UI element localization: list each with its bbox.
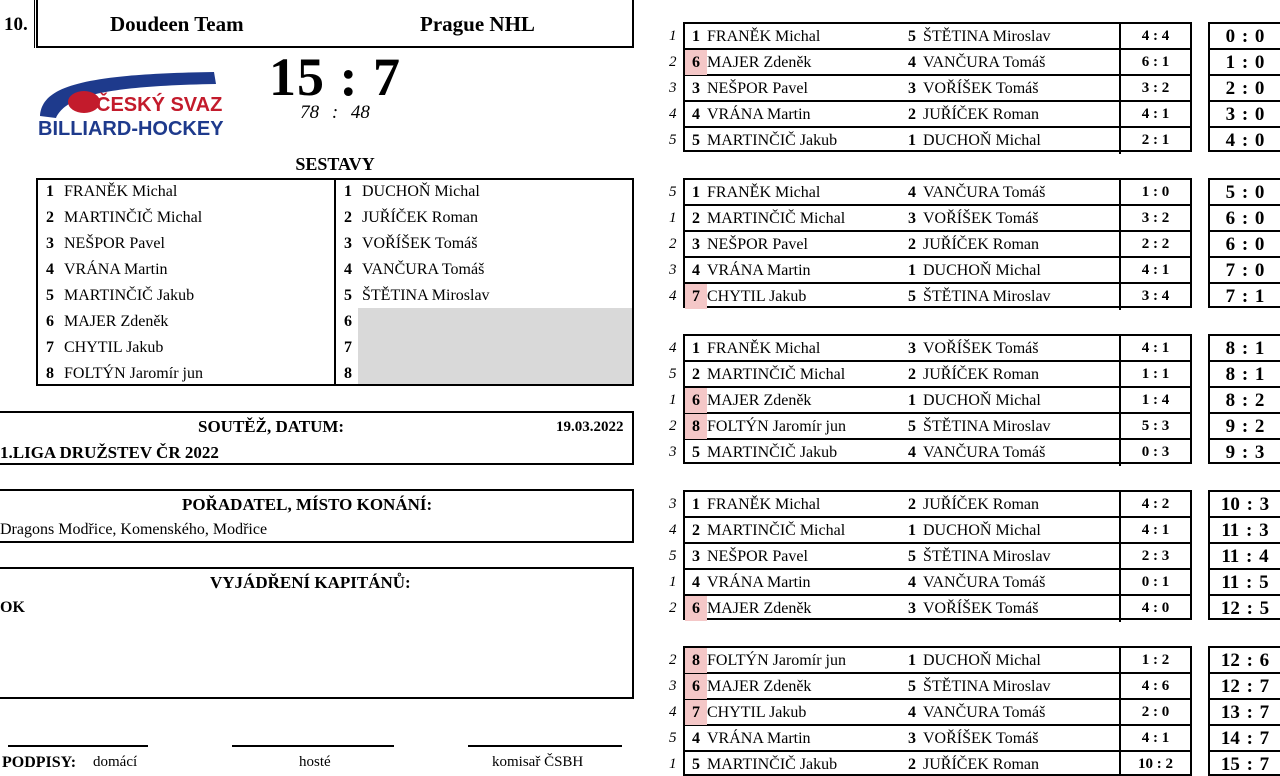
match-row <box>669 232 1190 258</box>
match-home-player: MARTINČIČ Jakub <box>707 444 838 461</box>
lineup-away-name: JUŘÍČEK Roman <box>362 209 478 226</box>
match-result: 3 : 2 <box>1119 76 1190 102</box>
running-score: 0 : 0 <box>1210 24 1280 50</box>
lineup-home-player <box>46 361 203 387</box>
match-away-number: 1 <box>908 132 916 149</box>
logo-text-line2: BILLIARD-HOCKEY <box>38 118 224 140</box>
match-result: 4 : 1 <box>1119 258 1190 284</box>
match-table-index: 3 <box>669 678 677 694</box>
match-result: 2 : 0 <box>1119 700 1190 726</box>
match-home-number: 5 <box>692 444 700 461</box>
lineup-home-number: 4 <box>46 261 54 278</box>
lineups-title: SESTAVY <box>295 154 375 174</box>
match-away-player: VANČURA Tomáš <box>923 574 1046 591</box>
match-home-number: 1 <box>692 496 700 513</box>
match-result: 2 : 2 <box>1119 232 1190 258</box>
captains-statement: OK <box>0 599 25 616</box>
lineup-away-player <box>344 231 477 257</box>
match-away-number: 3 <box>908 80 916 97</box>
match-block <box>669 646 1192 776</box>
match-result: 4 : 2 <box>1119 492 1190 518</box>
match-away-player: ŠTĚTINA Miroslav <box>923 548 1051 565</box>
running-score: 15 : 7 <box>1220 754 1270 775</box>
lineup-away-number: 7 <box>344 339 352 356</box>
match-row <box>669 362 1190 388</box>
match-block <box>669 178 1192 308</box>
captains-title: VYJÁDŘENÍ KAPITÁNŮ: <box>210 573 411 592</box>
match-home-player: VRÁNA Martin <box>707 730 811 747</box>
match-away-number: 1 <box>908 262 916 279</box>
match-away-number: 5 <box>908 288 916 305</box>
match-home-number: 4 <box>692 262 700 279</box>
match-table-index: 1 <box>669 574 677 590</box>
match-result: 4 : 1 <box>1119 336 1190 362</box>
lineup-away-number: 4 <box>344 261 352 278</box>
match-row <box>669 336 1190 362</box>
running-score-block <box>1208 334 1280 464</box>
match-home-player: MARTINČIČ Michal <box>707 210 846 227</box>
match-home-player: FRANĚK Michal <box>707 184 821 201</box>
match-table-index: 4 <box>669 704 677 720</box>
signature-commissioner-label: komisař ČSBH <box>492 754 584 770</box>
match-home-number: 4 <box>692 730 700 747</box>
match-row <box>669 544 1190 570</box>
lineup-away-name: ŠTĚTINA Miroslav <box>362 287 490 304</box>
match-home-number: 1 <box>692 184 700 201</box>
match-table-index: 5 <box>669 548 677 564</box>
lineup-home-number: 7 <box>46 339 54 356</box>
match-result: 3 : 4 <box>1119 284 1190 310</box>
match-home-player: FRANĚK Michal <box>707 340 821 357</box>
match-away-player: DUCHOŇ Michal <box>923 262 1041 279</box>
match-result: 0 : 3 <box>1119 440 1190 466</box>
lineup-away-number: 5 <box>344 287 352 304</box>
lineup-home-number: 3 <box>46 235 54 252</box>
match-result: 3 : 2 <box>1119 206 1190 232</box>
match-home-player: MARTINČIČ Michal <box>707 522 846 539</box>
lineup-away-name: VOŘÍŠEK Tomáš <box>362 235 478 252</box>
match-table-index: 2 <box>669 54 677 70</box>
signatures-label: PODPISY: <box>2 754 77 771</box>
match-home-player: FOLTÝN Jaromír jun <box>707 418 846 435</box>
lineup-home-player <box>46 283 194 309</box>
match-result: 1 : 4 <box>1119 388 1190 414</box>
match-result: 4 : 1 <box>1119 518 1190 544</box>
match-result: 1 : 0 <box>1119 180 1190 206</box>
match-home-player: CHYTIL Jakub <box>707 288 807 305</box>
match-away-number: 5 <box>908 28 916 45</box>
match-table-index: 2 <box>669 418 677 434</box>
match-row <box>669 24 1190 50</box>
running-score: 5 : 0 <box>1210 180 1280 206</box>
match-result: 2 : 1 <box>1119 128 1190 154</box>
lineup-away-player <box>344 335 362 361</box>
lineup-home-player <box>46 179 177 205</box>
match-block <box>669 22 1192 152</box>
match-row <box>669 570 1190 596</box>
match-away-player: DUCHOŇ Michal <box>923 652 1041 669</box>
lineup-home-name: VRÁNA Martin <box>64 261 168 278</box>
organizer-place: Dragons Modřice, Komenského, Modřice <box>0 521 268 538</box>
match-row <box>669 700 1190 726</box>
match-away-player: JUŘÍČEK Roman <box>923 236 1039 253</box>
match-home-number: 7 <box>685 284 707 309</box>
running-score-block <box>1208 178 1280 308</box>
match-row <box>669 726 1190 752</box>
running-score: 9 : 2 <box>1210 414 1280 440</box>
match-home-player: MAJER Zdeněk <box>707 392 812 409</box>
match-row <box>669 648 1190 674</box>
running-score: 10 : 3 <box>1210 492 1280 518</box>
match-home-player: MAJER Zdeněk <box>707 54 812 71</box>
match-row <box>669 206 1190 232</box>
running-score: 1 : 0 <box>1210 50 1280 76</box>
match-away-number: 5 <box>908 678 916 695</box>
running-score: 14 : 7 <box>1210 726 1280 752</box>
match-away-player: JUŘÍČEK Roman <box>923 496 1039 513</box>
running-score: 11 : 5 <box>1210 570 1280 596</box>
match-result: 4 : 0 <box>1119 596 1190 622</box>
match-home-player: NEŠPOR Pavel <box>707 548 808 565</box>
match-home-number: 6 <box>685 674 707 699</box>
match-block <box>669 490 1192 620</box>
match-away-player: DUCHOŇ Michal <box>923 522 1041 539</box>
match-table-index: 1 <box>669 28 677 44</box>
lineup-home-player <box>46 205 202 231</box>
match-row <box>669 258 1190 284</box>
match-home-number: 3 <box>692 548 700 565</box>
lineup-away-player <box>344 283 490 309</box>
match-away-player: ŠTĚTINA Miroslav <box>923 288 1051 305</box>
match-away-number: 3 <box>908 210 916 227</box>
match-away-number: 1 <box>908 652 916 669</box>
lineup-home-name: MARTINČIČ Michal <box>64 209 203 226</box>
match-table-index: 3 <box>669 496 677 512</box>
lineup-away-number: 1 <box>344 183 352 200</box>
running-score: 6 : 0 <box>1210 232 1280 258</box>
match-table-index: 1 <box>669 756 677 772</box>
match-home-number: 1 <box>692 340 700 357</box>
running-score: 12 : 6 <box>1210 648 1280 674</box>
running-score: 3 : 0 <box>1210 102 1280 128</box>
lineup-away-player <box>344 257 484 283</box>
match-away-number: 2 <box>908 756 916 773</box>
match-row <box>669 414 1190 440</box>
signature-away-label: hosté <box>299 754 331 770</box>
match-away-player: DUCHOŇ Michal <box>923 392 1041 409</box>
match-home-player: MAJER Zdeněk <box>707 678 812 695</box>
match-away-player: VANČURA Tomáš <box>923 54 1046 71</box>
lineup-empty-cells <box>358 308 632 384</box>
match-home-number: 8 <box>685 414 707 439</box>
match-away-player: VANČURA Tomáš <box>923 444 1046 461</box>
match-home-player: FRANĚK Michal <box>707 496 821 513</box>
lineup-home-name: NEŠPOR Pavel <box>64 235 165 252</box>
running-score-block <box>1208 22 1280 152</box>
match-away-number: 2 <box>908 366 916 383</box>
match-table-index: 5 <box>669 184 677 200</box>
match-away-player: JUŘÍČEK Roman <box>923 106 1039 123</box>
running-score: 2 : 0 <box>1210 76 1280 102</box>
running-score: 8 : 1 <box>1210 336 1280 362</box>
organizer-title: POŘADATEL, MÍSTO KONÁNÍ: <box>182 495 433 514</box>
lineup-home-number: 8 <box>46 365 54 382</box>
match-away-number: 5 <box>908 548 916 565</box>
match-table-index: 2 <box>669 236 677 252</box>
match-table-index: 3 <box>669 444 677 460</box>
lineup-home-number: 5 <box>46 287 54 304</box>
running-score: 9 : 3 <box>1225 442 1265 463</box>
lineup-away-number: 3 <box>344 235 352 252</box>
match-away-player: JUŘÍČEK Roman <box>923 366 1039 383</box>
match-away-player: VOŘÍŠEK Tomáš <box>923 600 1039 617</box>
signature-line-home <box>8 745 148 747</box>
round-number: 10. <box>4 14 28 35</box>
lineups-divider <box>334 178 336 386</box>
match-result: 1 : 1 <box>1119 362 1190 388</box>
match-result: 6 : 1 <box>1119 50 1190 76</box>
match-away-player: JUŘÍČEK Roman <box>923 756 1039 773</box>
match-row <box>669 440 1190 466</box>
match-away-number: 4 <box>908 54 916 71</box>
match-row <box>669 50 1190 76</box>
match-row <box>669 752 1190 776</box>
lineup-home-name: FOLTÝN Jaromír jun <box>64 365 203 382</box>
lineup-home-name: MARTINČIČ Jakub <box>64 287 195 304</box>
match-away-number: 4 <box>908 574 916 591</box>
home-team-name: Doudeen Team <box>110 12 244 36</box>
match-row <box>669 76 1190 102</box>
lineup-home-name: FRANĚK Michal <box>64 183 178 200</box>
running-score: 7 : 0 <box>1210 258 1280 284</box>
running-score: 12 : 5 <box>1220 598 1270 619</box>
match-table-index: 1 <box>669 210 677 226</box>
match-home-player: MARTINČIČ Michal <box>707 366 846 383</box>
match-home-number: 6 <box>685 388 707 413</box>
match-away-number: 2 <box>908 496 916 513</box>
match-table-index: 4 <box>669 522 677 538</box>
match-home-number: 5 <box>692 132 700 149</box>
match-result: 4 : 4 <box>1119 24 1190 50</box>
match-row <box>669 102 1190 128</box>
match-home-player: VRÁNA Martin <box>707 574 811 591</box>
match-home-number: 1 <box>692 28 700 45</box>
signature-home-label: domácí <box>93 754 138 770</box>
match-away-player: VOŘÍŠEK Tomáš <box>923 210 1039 227</box>
lineup-home-name: MAJER Zdeněk <box>64 313 169 330</box>
match-row <box>669 518 1190 544</box>
match-result: 2 : 3 <box>1119 544 1190 570</box>
lineup-home-number: 1 <box>46 183 54 200</box>
match-table-index: 4 <box>669 288 677 304</box>
running-score: 6 : 0 <box>1210 206 1280 232</box>
match-result: 4 : 6 <box>1119 674 1190 700</box>
match-result: 0 : 1 <box>1119 570 1190 596</box>
match-row <box>669 596 1190 622</box>
running-score: 7 : 1 <box>1225 286 1265 307</box>
match-home-number: 2 <box>692 366 700 383</box>
match-row <box>669 492 1190 518</box>
match-home-player: MARTINČIČ Jakub <box>707 756 838 773</box>
lineup-away-number: 2 <box>344 209 352 226</box>
logo-text-line1: ČESKÝ SVAZ <box>96 94 223 116</box>
match-row <box>669 674 1190 700</box>
match-away-player: VANČURA Tomáš <box>923 704 1046 721</box>
match-home-player: CHYTIL Jakub <box>707 704 807 721</box>
match-away-number: 3 <box>908 340 916 357</box>
match-home-number: 2 <box>692 210 700 227</box>
match-away-player: VANČURA Tomáš <box>923 184 1046 201</box>
match-home-number: 2 <box>692 522 700 539</box>
lineup-away-name: VANČURA Tomáš <box>362 261 485 278</box>
lineup-home-player <box>46 257 168 283</box>
running-score: 11 : 3 <box>1210 518 1280 544</box>
match-away-number: 4 <box>908 184 916 201</box>
match-table-index: 1 <box>669 392 677 408</box>
lineup-away-player <box>344 205 478 231</box>
match-home-number: 8 <box>685 648 707 673</box>
away-team-name: Prague NHL <box>420 12 535 36</box>
match-result: 10 : 2 <box>1119 752 1190 776</box>
match-home-player: VRÁNA Martin <box>707 262 811 279</box>
running-score: 4 : 0 <box>1225 130 1265 151</box>
match-home-number: 4 <box>692 106 700 123</box>
match-away-number: 3 <box>908 600 916 617</box>
lineup-home-name: CHYTIL Jakub <box>64 339 164 356</box>
match-home-player: MARTINČIČ Jakub <box>707 132 838 149</box>
match-home-player: FRANĚK Michal <box>707 28 821 45</box>
round-divider <box>34 0 35 48</box>
match-table-index: 5 <box>669 366 677 382</box>
lineup-home-number: 2 <box>46 209 54 226</box>
running-score: 13 : 7 <box>1210 700 1280 726</box>
signature-line-commissioner <box>468 745 622 747</box>
lineup-home-player <box>46 335 163 361</box>
running-score-block <box>1208 646 1280 776</box>
competition-date: 19.03.2022 <box>556 419 624 435</box>
running-score: 8 : 2 <box>1210 388 1280 414</box>
match-result: 5 : 3 <box>1119 414 1190 440</box>
lineup-away-number: 8 <box>344 365 352 382</box>
match-result: 4 : 1 <box>1119 102 1190 128</box>
match-home-number: 6 <box>685 596 707 621</box>
match-home-player: NEŠPOR Pavel <box>707 80 808 97</box>
match-home-number: 3 <box>692 80 700 97</box>
match-result: 4 : 1 <box>1119 726 1190 752</box>
match-result: 1 : 2 <box>1119 648 1190 674</box>
match-table-index: 3 <box>669 80 677 96</box>
match-home-number: 6 <box>685 50 707 75</box>
match-away-number: 2 <box>908 236 916 253</box>
competition-title: SOUTĚŽ, DATUM: <box>198 417 345 436</box>
match-home-player: VRÁNA Martin <box>707 106 811 123</box>
lineup-home-number: 6 <box>46 313 54 330</box>
match-away-player: DUCHOŇ Michal <box>923 132 1041 149</box>
match-away-number: 3 <box>908 730 916 747</box>
match-home-player: NEŠPOR Pavel <box>707 236 808 253</box>
running-score: 12 : 7 <box>1210 674 1280 700</box>
lineup-home-player <box>46 309 168 335</box>
match-home-number: 4 <box>692 574 700 591</box>
lineup-home-player <box>46 231 165 257</box>
match-away-player: ŠTĚTINA Miroslav <box>923 678 1051 695</box>
frames-score: 78 : 48 <box>300 102 370 123</box>
match-away-player: VOŘÍŠEK Tomáš <box>923 730 1039 747</box>
match-table-index: 5 <box>669 730 677 746</box>
lineup-away-player <box>344 309 362 335</box>
match-away-player: ŠTĚTINA Miroslav <box>923 418 1051 435</box>
match-away-player: ŠTĚTINA Miroslav <box>923 28 1051 45</box>
organizer-box <box>0 489 634 543</box>
match-home-number: 7 <box>685 700 707 725</box>
competition-box <box>0 411 634 465</box>
lineup-away-player <box>344 179 480 205</box>
running-score: 8 : 1 <box>1210 362 1280 388</box>
match-table-index: 4 <box>669 340 677 356</box>
match-away-number: 5 <box>908 418 916 435</box>
competition-name: 1.LIGA DRUŽSTEV ČR 2022 <box>0 443 219 462</box>
running-score-block <box>1208 490 1280 620</box>
match-table-index: 2 <box>669 652 677 668</box>
captains-box <box>0 567 634 699</box>
match-table-index: 2 <box>669 600 677 616</box>
match-block <box>669 334 1192 464</box>
match-table-index: 5 <box>669 132 677 148</box>
match-table-index: 4 <box>669 106 677 122</box>
match-home-number: 5 <box>692 756 700 773</box>
match-row <box>669 180 1190 206</box>
match-home-player: MAJER Zdeněk <box>707 600 812 617</box>
lineup-away-name: DUCHOŇ Michal <box>362 183 480 200</box>
match-away-number: 1 <box>908 392 916 409</box>
match-row <box>669 128 1190 154</box>
match-away-number: 1 <box>908 522 916 539</box>
match-away-player: VOŘÍŠEK Tomáš <box>923 340 1039 357</box>
match-home-player: FOLTÝN Jaromír jun <box>707 652 846 669</box>
match-row <box>669 388 1190 414</box>
final-score: 15 : 7 <box>269 47 401 107</box>
match-row <box>669 284 1190 310</box>
lineup-away-number: 6 <box>344 313 352 330</box>
match-away-number: 2 <box>908 106 916 123</box>
signature-line-away <box>232 745 394 747</box>
match-table-index: 3 <box>669 262 677 278</box>
match-away-number: 4 <box>908 704 916 721</box>
match-away-number: 4 <box>908 444 916 461</box>
lineup-away-player <box>344 361 362 387</box>
running-score: 11 : 4 <box>1210 544 1280 570</box>
match-away-player: VOŘÍŠEK Tomáš <box>923 80 1039 97</box>
match-home-number: 3 <box>692 236 700 253</box>
